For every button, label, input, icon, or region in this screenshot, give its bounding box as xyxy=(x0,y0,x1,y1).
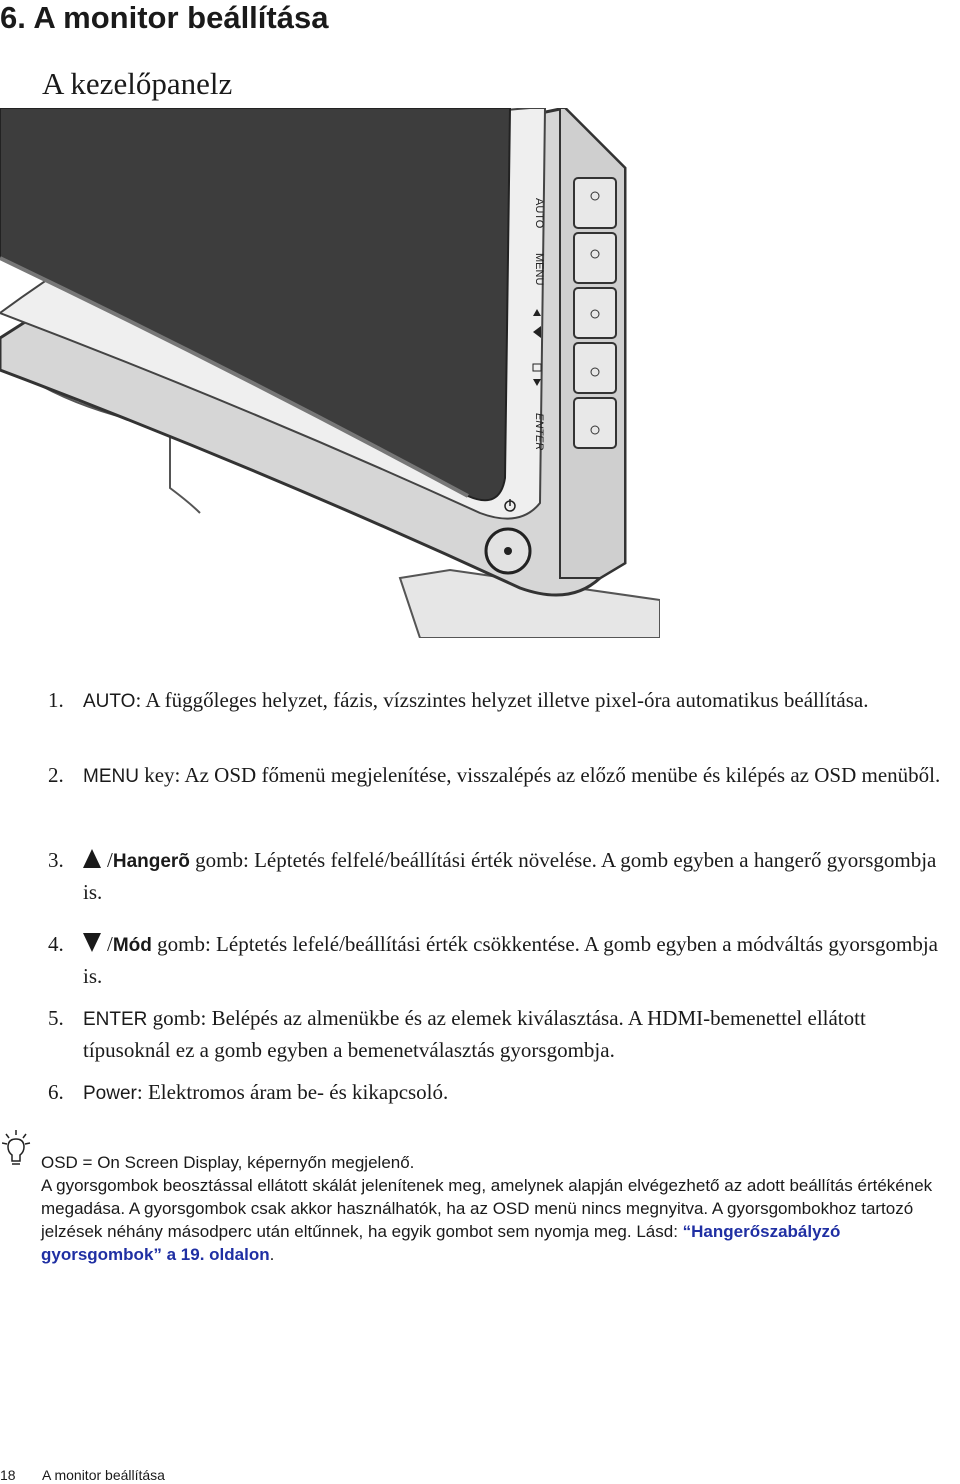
item-term: Power xyxy=(83,1083,137,1104)
item-text: key: Az OSD főmenü megjelenítése, visszalépés az előző menübe és kilépés az OSD menüből. xyxy=(138,763,941,787)
button-column xyxy=(574,178,616,448)
auto-button xyxy=(574,178,616,228)
cross-reference-link[interactable]: “Hangerőszabályzó gyorsgombok” a 19. oldalon xyxy=(41,1222,841,1264)
chapter-title: 6. A monitor beállítása xyxy=(0,0,329,35)
footer-title: A monitor beállítása xyxy=(42,1467,165,1483)
list-item-mode: 4. /Mód gomb: Léptetés lefelé/beállítási érték csökkentése. A gomb egyben a módváltás gyorsgombja is. xyxy=(48,929,948,992)
auto-label: AUTO xyxy=(533,198,545,229)
page-number: 18 xyxy=(0,1467,16,1483)
list-item-auto xyxy=(48,685,948,717)
up-button xyxy=(574,288,616,338)
item-term: MENU xyxy=(83,766,139,787)
item-number: 5. xyxy=(48,1006,64,1030)
item-text: gomb: Léptetés lefelé/beállítási érték csökkentése. A gomb egyben a módváltás gyorsgombja is. xyxy=(83,932,939,988)
item-text: gomb: Belépés az almenükbe és az elemek kiválasztása. A HDMI-bemenettel ellátott típusoknál ez a gomb egyben a bemenetválasztás gyorsgombja. xyxy=(83,1006,866,1062)
item-text: : Elektromos áram be- és kikapcsoló. xyxy=(136,1080,449,1104)
item-term: AUTO xyxy=(83,691,136,712)
item-number: 3. xyxy=(48,848,64,872)
enter-label: ENTER xyxy=(533,413,545,451)
item-number: 4. xyxy=(48,932,64,956)
list-item-volume: 3. /Hangerõ gomb: Léptetés felfelé/beállítási érték növelése. A gomb egyben a hangerő gyorsgombja is. xyxy=(48,845,948,908)
triangle-down-icon xyxy=(83,933,101,952)
item-term: Mód xyxy=(112,935,152,956)
list-item-menu xyxy=(48,760,948,792)
note-body: A gyorsgombok beosztással ellátott skálát jelenítenek meg, amelynek alapján elvégezhető az adott beállítás értékének megadása. A gyorsgombok csak akkor használhatók, ha az OSD menü nincs megnyitva. A gyorsgombokhoz tartozó jelzések néhány másodperc után eltűnnek, ha egyik gombot sem nyomja meg. Lásd: “Hangerőszabályzó gyorsgombok” a 19. oldalon. xyxy=(41,1176,933,1264)
section-title: A kezelőpanelz xyxy=(42,66,233,101)
enter-button xyxy=(574,398,616,448)
note-line-1: OSD = On Screen Display, képernyőn megjelenő. xyxy=(41,1153,415,1172)
item-number: 2. xyxy=(48,763,64,787)
list-item-power xyxy=(48,1077,948,1109)
list-item-enter xyxy=(48,1003,948,1066)
item-number: 6. xyxy=(48,1080,64,1104)
monitor-control-panel-illustration xyxy=(0,108,660,638)
item-text: : A függőleges helyzet, fázis, vízszintes helyzet illetve pixel-óra automatikus beállítása. xyxy=(135,688,869,712)
item-text: gomb: Léptetés felfelé/beállítási érték növelése. A gomb egyben a hangerő gyorsgombja is. xyxy=(83,848,937,904)
item-term: ENTER xyxy=(83,1009,148,1030)
triangle-up-icon xyxy=(83,849,101,868)
note-box xyxy=(41,1151,941,1266)
item-term: Hangerõ xyxy=(112,851,190,872)
item-number: 1. xyxy=(48,688,64,712)
lightbulb-icon xyxy=(2,1128,38,1168)
menu-label: MENU xyxy=(533,253,545,286)
